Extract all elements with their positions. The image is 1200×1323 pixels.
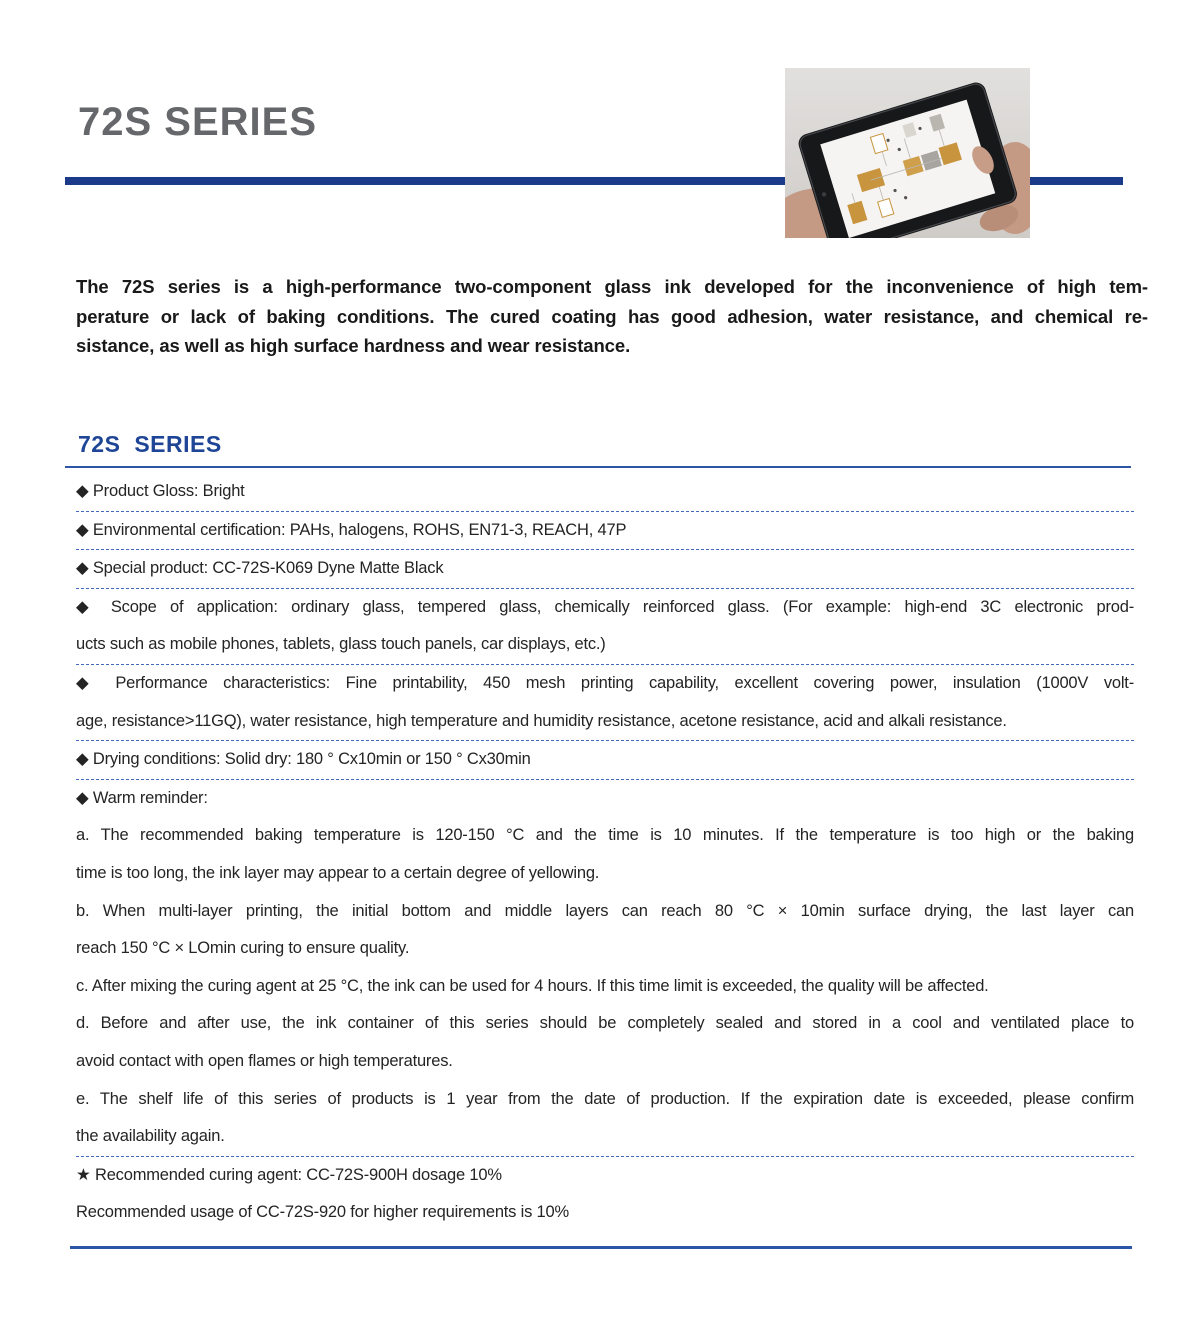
list-item-line: ◆ Product Gloss: Bright xyxy=(76,482,245,500)
list-item-line: ★ Recommended curing agent: CC-72S-900H dosage 10% xyxy=(76,1165,502,1184)
page-title: 72S SERIES xyxy=(78,100,318,144)
list-item xyxy=(76,893,1134,968)
list-item xyxy=(76,589,1134,665)
list-item-line: age, resistance>11GQ), water resistance, high temperature and humidity resistance, acetone resistance, acid and alkali resistance. xyxy=(76,711,1007,730)
list-item xyxy=(76,665,1134,741)
list-item xyxy=(76,1005,1134,1080)
list-item-line: ◆ Performance characteristics: Fine printability, 450 mesh printing capability, excellent covering power, insulation (1000V volt- xyxy=(76,673,1134,692)
spec-list xyxy=(76,468,1134,1232)
list-item xyxy=(76,968,1134,1006)
list-item xyxy=(76,1194,1134,1232)
list-item xyxy=(76,550,1134,589)
product-photo xyxy=(785,68,1030,238)
intro-line: perature or lack of baking conditions. The cured coating has good adhesion, water resistance, and chemical re- xyxy=(76,305,1148,327)
list-item-line: ◆ Environmental certification: PAHs, halogens, ROHS, EN71-3, REACH, 47P xyxy=(76,520,627,539)
intro-line: The 72S series is a high-performance two-component glass ink developed for the inconvenience of high tem- xyxy=(76,276,1148,297)
list-item xyxy=(76,780,1134,818)
section-heading: 72S SERIES xyxy=(78,431,222,457)
intro-line: sistance, as well as high surface hardness and wear resistance. xyxy=(76,335,631,356)
list-item xyxy=(76,817,1134,892)
list-item-line: b. When multi-layer printing, the initial bottom and middle layers can reach 80 °C × 10min surface drying, the last layer can xyxy=(76,901,1134,920)
list-item-line: ◆ Special product: CC-72S-K069 Dyne Matte Black xyxy=(76,559,444,578)
list-item xyxy=(76,1157,1134,1195)
list-item xyxy=(76,512,1134,551)
list-item-line: reach 150 °C × LOmin curing to ensure quality. xyxy=(76,939,410,958)
list-item-line: avoid contact with open flames or high temperatures. xyxy=(76,1051,453,1070)
list-item xyxy=(76,741,1134,780)
list-item-line: time is too long, the ink layer may appear to a certain degree of yellowing. xyxy=(76,863,600,882)
list-item-line: e. The shelf life of this series of products is 1 year from the date of production. If the expiration date is exceeded, please confirm xyxy=(76,1089,1134,1108)
list-item-line: a. The recommended baking temperature is 120-150 °C and the time is 10 minutes. If the temperature is too high or the baking xyxy=(76,826,1134,845)
intro-paragraph xyxy=(76,272,1148,361)
list-item-line: ◆ Scope of application: ordinary glass, tempered glass, chemically reinforced glass. (For example: high-end 3C electronic prod- xyxy=(76,597,1134,616)
list-item-line: ucts such as mobile phones, tablets, glass touch panels, car displays, etc.) xyxy=(76,635,606,654)
bottom-rule xyxy=(70,1246,1132,1249)
list-item-line: Recommended usage of CC-72S-920 for higher requirements is 10% xyxy=(76,1203,569,1222)
list-item xyxy=(76,473,1134,512)
list-item-line: the availability again. xyxy=(76,1127,225,1146)
list-item xyxy=(76,1081,1134,1157)
list-item-line: c. After mixing the curing agent at 25 °C, the ink can be used for 4 hours. If this time limit is exceeded, the quality will be affected. xyxy=(76,976,989,995)
list-item-line: d. Before and after use, the ink container of this series should be completely sealed and stored in a cool and ventilated place to xyxy=(76,1014,1134,1033)
list-item-line: ◆ Warm reminder: xyxy=(76,788,208,807)
list-item-line: ◆ Drying conditions: Solid dry: 180 ° Cx10min or 150 ° Cx30min xyxy=(76,750,531,769)
